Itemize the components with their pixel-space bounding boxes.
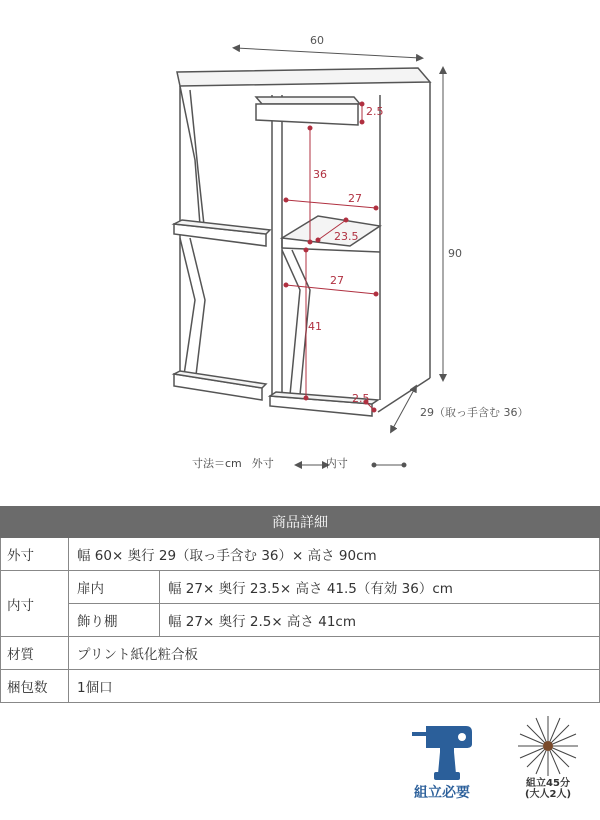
lower-height-label: 41 (308, 320, 322, 333)
upper-width-label: 27 (348, 192, 362, 205)
table-row (1, 670, 600, 703)
package-label: 梱包数 (1, 670, 69, 703)
assembly-time-line1: 組立45分 (526, 778, 570, 789)
display-shelf-label: 飾り棚 (69, 604, 160, 637)
legend-outer-label: 外寸 (251, 457, 274, 470)
door-inner-value: 幅 27× 奥行 23.5× 高さ 41.5（有効 36）cm (160, 571, 600, 604)
package-value: 1個口 (69, 670, 600, 703)
inner-dimensions (284, 102, 378, 412)
product-details-table (0, 506, 600, 703)
assembly-time-line2: (大人2人) (524, 789, 572, 800)
cabinet-outline (174, 68, 430, 416)
inner-size-label: 内寸 (1, 571, 69, 637)
display-shelf-value: 幅 27× 奥行 2.5× 高さ 41cm (160, 604, 600, 637)
lower-width-label: 27 (330, 274, 344, 287)
table-row (1, 538, 600, 571)
top-shelf-depth-label: 2.5 (366, 105, 384, 118)
width-label: 60 (310, 34, 324, 47)
material-value: プリント紙化粧合板 (69, 637, 600, 670)
depth-label: 29（取っ手含む 36） (420, 406, 529, 419)
inner-top-height-label: 36 (313, 168, 327, 181)
power-drill-icon (410, 718, 480, 782)
legend-inner-label: 内寸 (325, 457, 348, 470)
dimension-legend (192, 455, 348, 471)
assembly-time-label (514, 778, 582, 800)
table-row (1, 604, 600, 637)
legend-inner-dot-line-icon (372, 463, 406, 467)
assembly-required-label: 組立必要 (414, 785, 470, 801)
bottom-shelf-depth-label: 2.5 (352, 392, 370, 405)
table-row (1, 637, 600, 670)
material-label: 材質 (1, 637, 69, 670)
outer-size-label: 外寸 (1, 538, 69, 571)
outer-size-value: 幅 60× 奥行 29（取っ手含む 36）× 高さ 90cm (69, 538, 600, 571)
assembly-badges (0, 712, 600, 820)
legend-unit: 寸法＝cm (192, 457, 242, 470)
product-details-title: 商品詳細 (1, 507, 600, 538)
clock-sunburst-icon (516, 714, 580, 778)
door-inner-label: 扉内 (69, 571, 160, 604)
inner-depth-label: 23.5 (334, 230, 359, 243)
table-row (1, 571, 600, 604)
height-label: 90 (448, 247, 462, 260)
